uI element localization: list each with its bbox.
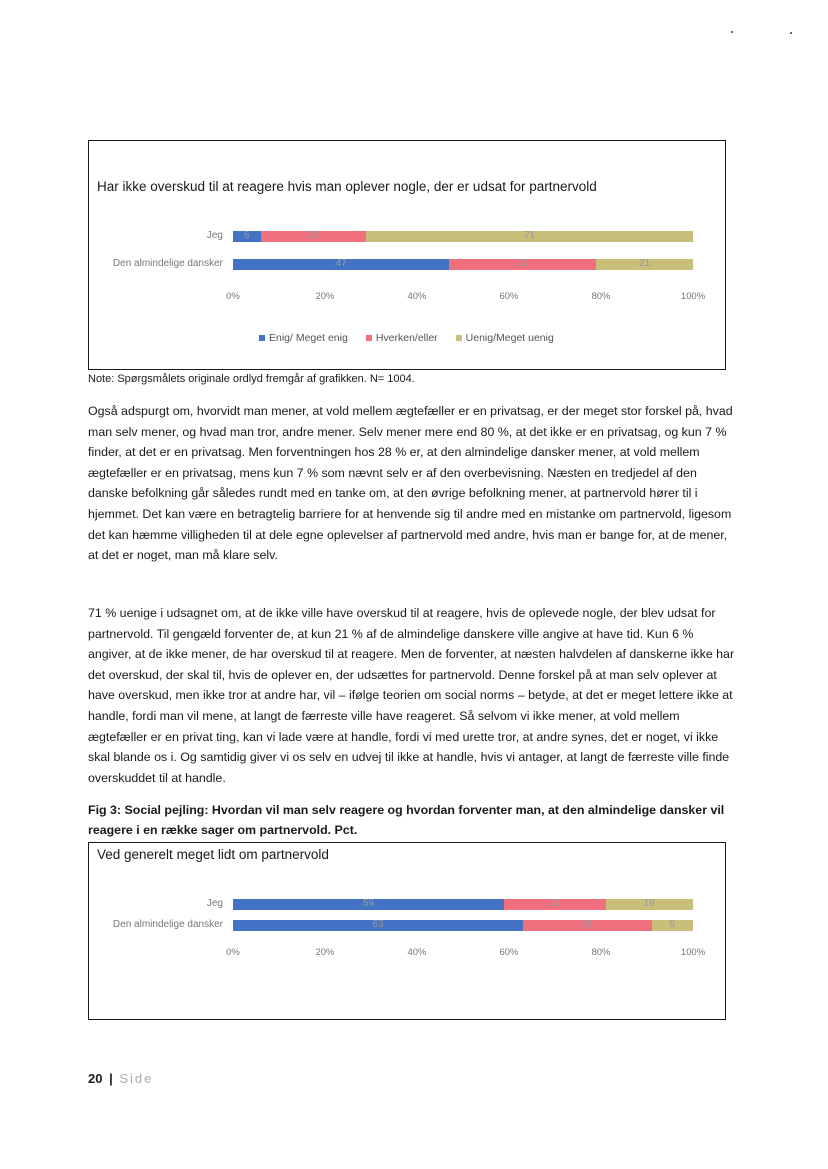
legend-item	[456, 332, 554, 344]
bar-value-label: 6	[244, 230, 250, 241]
chart-note: Note: Spørgsmålets originale ordlyd fremgår af grafikken. N= 1004.	[88, 373, 415, 385]
x-tick-label: 40%	[407, 947, 427, 958]
chart-1-box	[88, 140, 726, 370]
legend-swatch	[366, 335, 372, 341]
legend-swatch	[259, 335, 265, 341]
bar-value-label: 21	[639, 258, 651, 269]
category-label: Jeg	[206, 230, 223, 241]
x-tick-label: 0%	[226, 947, 240, 958]
legend-swatch	[456, 335, 462, 341]
bar-value-label: 19	[643, 898, 655, 909]
x-tick-label: 60%	[499, 291, 519, 302]
x-tick-label: 0%	[226, 291, 240, 302]
x-tick-label: 20%	[315, 291, 335, 302]
x-tick-label: 80%	[591, 291, 611, 302]
x-tick-label: 60%	[499, 947, 519, 958]
legend-item	[366, 332, 438, 344]
scan-mark	[731, 31, 733, 33]
scan-mark	[790, 32, 792, 34]
legend-label: Enig/ Meget enig	[269, 332, 348, 344]
category-label: Jeg	[206, 898, 223, 909]
bar-value-label: 32	[517, 258, 529, 269]
bar-value-label: 23	[307, 230, 320, 241]
chart-2-box	[88, 842, 726, 1020]
bar-value-label: 71	[524, 230, 536, 241]
bar-value-label: 9	[669, 919, 676, 930]
category-label: Den almindelige dansker	[112, 258, 223, 269]
x-tick-label: 100%	[680, 947, 706, 958]
bar-value-label: 47	[335, 258, 347, 269]
footer-separator: |	[109, 1071, 113, 1086]
chart-1-title: Har ikke overskud til at reagere hvis man oplever nogle, der er udsat for partnervold	[97, 179, 597, 194]
bar-value-label: 22	[549, 898, 561, 909]
bar-value-label: 63	[372, 919, 384, 930]
x-tick-label: 80%	[591, 947, 611, 958]
page-footer	[88, 1071, 153, 1086]
page-number: 20	[88, 1071, 103, 1086]
x-tick-label: 100%	[680, 291, 706, 302]
paragraph-1: Også adspurgt om, hvorvidt man mener, at vold mellem ægtefæller er en privatsag, er der meget stor forskel på, hvad man selv mener, og hvad man tror, andre mener. Selv mener mere end 80 %, at det ikke er en privatsag, og kun 7 % finder, at det er en privatsag. Men forventningen hos 28 % er, at den almindelige dansker mener, at vold mellem ægtefæller er en privatsag, mens kun 7 % som nævnt selv er af den overbevisning. Næsten en tredjedel af den danske befolkning går således rundt med en tanke om, at den øvrige befolkning mener, at partnervold hører til i hjemmet. Det kan være en betragtelig barriere for at henvende sig til andre med en mistanke om partnervold, ligesom det kan hæmme villigheden til at dele egne oplevelser af partnervold med andre, hvis man er bange for, at de mener, at det er noget, man må klare selv.	[88, 404, 733, 563]
legend-label: Uenig/Meget uenig	[465, 332, 554, 344]
x-tick-label: 20%	[315, 947, 335, 958]
category-label: Den almindelige dansker	[112, 919, 223, 930]
paragraph-2: 71 % uenige i udsagnet om, at de ikke ville have overskud til at reagere, hvis de oplevede nogle, der blev udsat for partnervold. Til gengæld forventer de, at kun 21 % af de almindelige danskere ville angive at have tid. Kun 6 % angiver, at de ikke mener, de har overskud til at reagere. Men de forventer, at næsten halvdelen af danskerne ikke har det overskud, der skal til, hvis de oplever en, der udsættes for partnervold. Denne forskel på at man selv oplever at have overskud, men ikke tror at andre har, vil – ifølge teorien om social norms – betyde, at det er meget lettere ikke at handle, fordi man vil mene, at langt de færreste ville have reageret. Så selvom vi ikke mener, at vold mellem ægtefæller er en privat ting, kan vi lade være at handle, fordi vi med urette tror, at andre synes, det er noget, vi ikke skal blande os i. Og samtidig giver vi os selv en udvej til ikke at handle, hvis vi antager, at langt de færreste ville finde overskuddet til at handle.	[88, 606, 735, 785]
legend-item	[259, 332, 348, 344]
footer-side-label: Side	[119, 1071, 154, 1086]
figure-caption: Fig 3: Social pejling: Hvordan vil man selv reagere og hvordan forventer man, at den almindelige dansker vil reagere i en række sager om partnervold. Pct.	[88, 803, 725, 837]
bar-value-label: 28	[581, 919, 593, 930]
chart-legend	[259, 332, 554, 344]
legend-label: Hverken/eller	[375, 332, 438, 344]
chart-2-title: Ved generelt meget lidt om partnervold	[97, 847, 329, 862]
x-tick-label: 40%	[407, 291, 427, 302]
bar-value-label: 59	[363, 898, 375, 909]
